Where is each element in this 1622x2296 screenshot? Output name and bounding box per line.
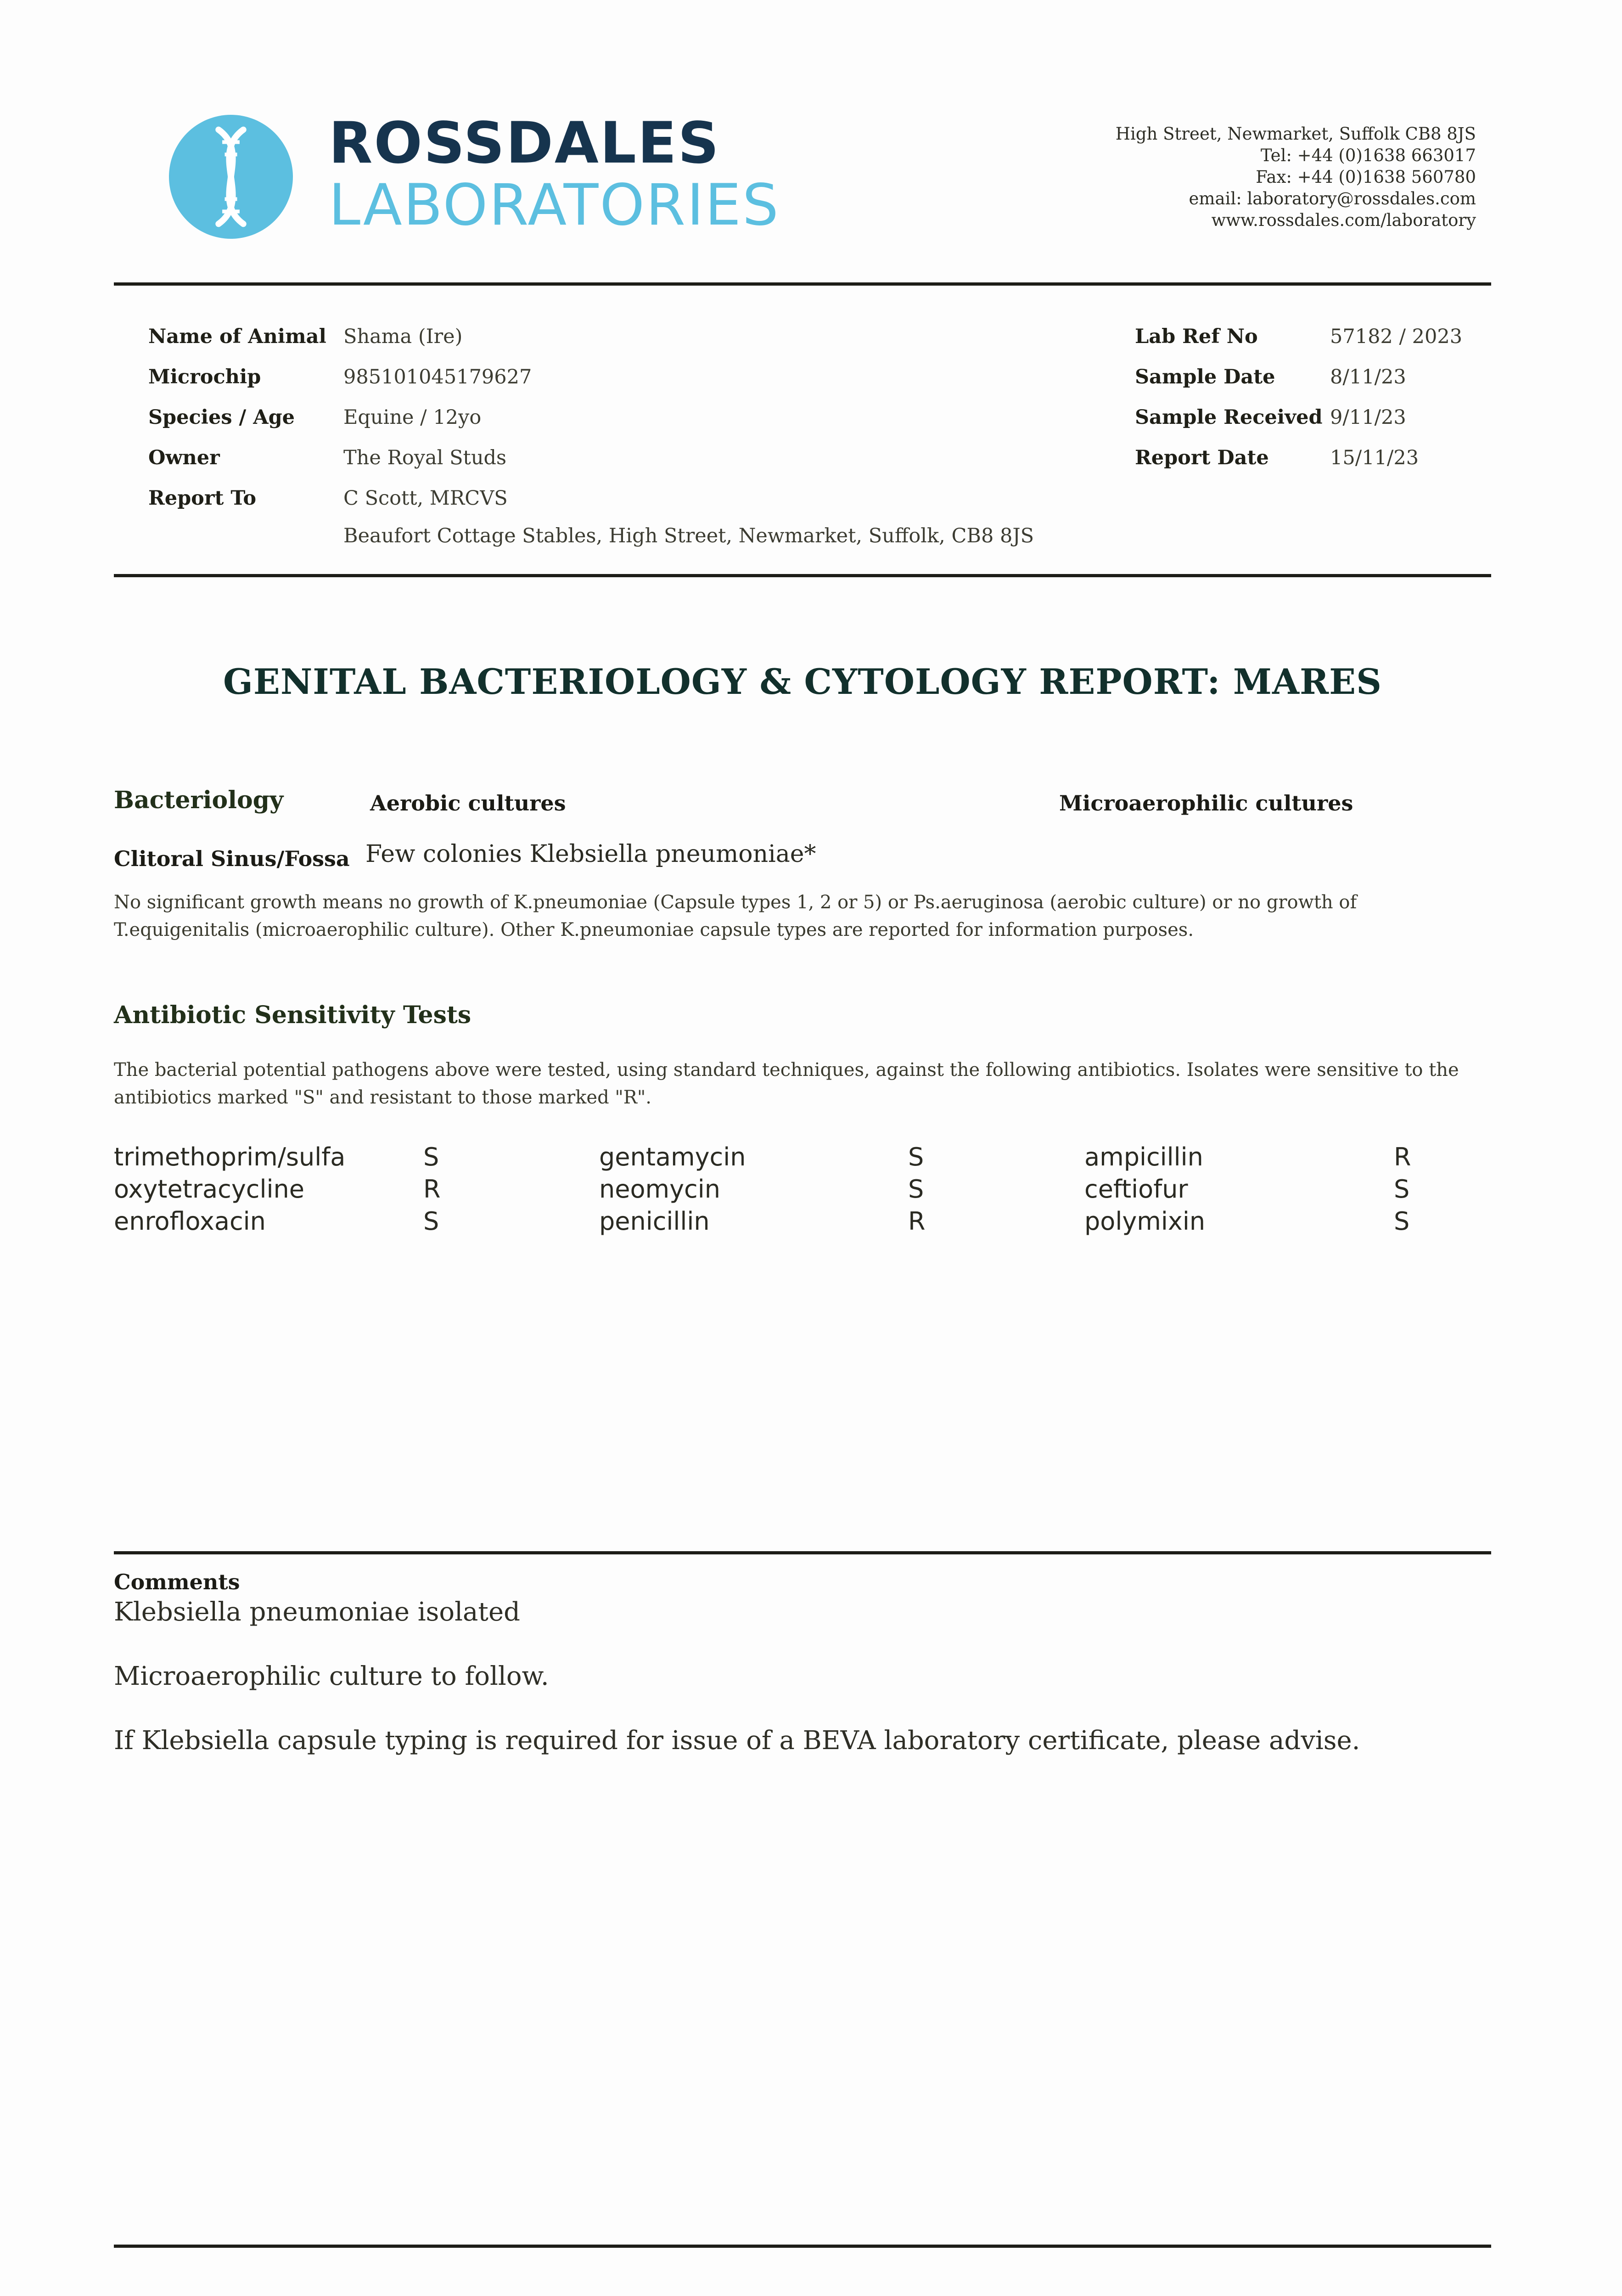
microchip-label: Microchip [148,366,261,388]
microaerophilic-label: Microaerophilic cultures [1059,791,1353,816]
email-line[interactable]: email: laboratory@rossdales.com [1189,189,1476,208]
bacteriology-heading: Bacteriology [114,786,284,814]
lab-address [925,123,1476,231]
comment-line: Klebsiella pneumoniae isolated [114,1597,520,1627]
sample-received-value: 9/11/23 [1330,406,1406,429]
phone-line: Tel: +44 (0)1638 663017 [1260,146,1476,165]
address-line: High Street, Newmarket, Suffolk CB8 8JS [1115,124,1476,144]
antibiotic-name: neomycin [599,1175,720,1204]
antibiotic-result: S [423,1142,439,1171]
website-line[interactable]: www.rossdales.com/laboratory [1211,210,1476,230]
antibiotic-name: trimethoprim/sulfa [114,1142,346,1171]
lab-ref-value: 57182 / 2023 [1330,325,1463,348]
bacteriology-note: No significant growth means no growth of K.pneumoniae (Capsule types 1, 2 or 5) or Ps.aeruginosa (aerobic culture) or no growth of T.equigenitalis (microaerophilic culture). Other K.pneumoniae capsule types are reported for information purposes. [114,892,1357,940]
footer-divider [114,2245,1491,2248]
sample-date-label: Sample Date [1135,366,1275,388]
sensitivity-heading: Antibiotic Sensitivity Tests [114,1001,471,1029]
report-title: GENITAL BACTERIOLOGY & CYTOLOGY REPORT: MARES [223,661,1382,702]
brand-name-line2: LABORATORIES [329,172,780,238]
antibiotic-name: penicillin [599,1207,710,1236]
sensitivity-intro: The bacterial potential pathogens above were tested, using standard techniques, against the following antibiotics. Isolates were sensitive to the antibiotics marked "S" and resistant to those marked "R". [114,1059,1459,1108]
aerobic-label: Aerobic cultures [370,791,566,816]
comments-heading: Comments [114,1570,240,1594]
antibiotic-result: S [908,1175,924,1204]
report-date-label: Report Date [1135,446,1269,469]
comment-line: If Klebsiella capsule typing is required for issue of a BEVA laboratory certificate, please advise. [114,1726,1360,1756]
antibiotic-name: gentamycin [599,1142,746,1171]
name-label: Name of Animal [148,325,326,348]
species-value: Equine / 12yo [343,406,482,429]
site-label: Clitoral Sinus/Fossa [114,846,350,871]
species-label: Species / Age [148,406,295,429]
antibiotic-result: S [908,1142,924,1171]
name-value: Shama (Ire) [343,325,463,348]
header-divider [114,282,1491,286]
antibiotic-name: polymixin [1084,1207,1206,1236]
info-divider [114,574,1491,577]
antibiotic-name: ampicillin [1084,1142,1203,1171]
microchip-value: 985101045179627 [343,366,532,388]
report-to-value: C Scott, MRCVS [343,487,508,510]
dna-logo-icon [169,115,293,239]
antibiotic-result: S [1394,1175,1410,1204]
antibiotic-result: S [423,1207,439,1236]
report-to-label: Report To [148,487,257,510]
sample-received-label: Sample Received [1135,406,1323,429]
report-to-address: Beaufort Cottage Stables, High Street, Newmarket, Suffolk, CB8 8JS [343,524,1034,547]
antibiotic-name: oxytetracycline [114,1175,304,1204]
lab-ref-label: Lab Ref No [1135,325,1258,348]
antibiotic-result: R [423,1175,441,1204]
owner-label: Owner [148,446,220,469]
antibiotic-name: ceftiofur [1084,1175,1188,1204]
aerobic-result: Few colonies Klebsiella pneumoniae* [365,840,816,868]
owner-value: The Royal Studs [343,446,507,469]
comment-line: Microaerophilic culture to follow. [114,1661,549,1691]
sample-date-value: 8/11/23 [1330,366,1406,388]
fax-line: Fax: +44 (0)1638 560780 [1256,167,1476,187]
antibiotic-name: enrofloxacin [114,1207,266,1236]
report-date-value: 15/11/23 [1330,446,1419,469]
antibiotic-result: R [1394,1142,1411,1171]
antibiotic-result: R [908,1207,926,1236]
antibiotic-result: S [1394,1207,1410,1236]
comments-divider [114,1551,1491,1554]
brand-name-line1: ROSSDALES [329,110,720,176]
